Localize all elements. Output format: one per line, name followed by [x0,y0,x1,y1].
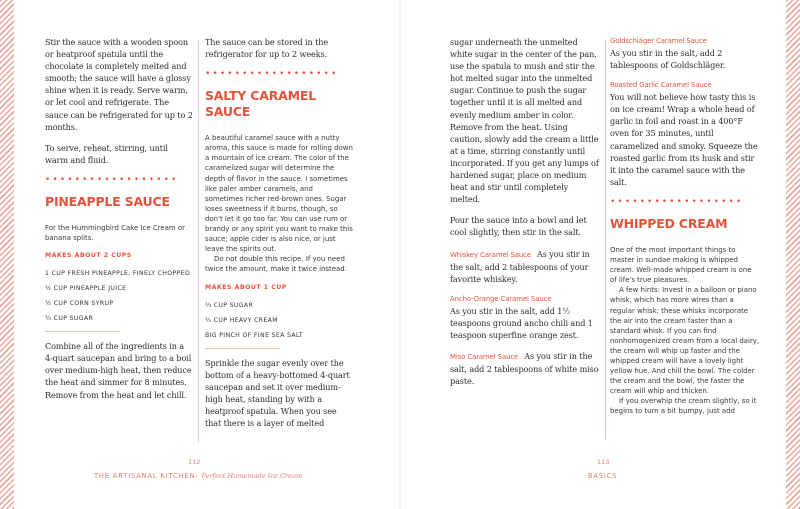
ingredient-rule [45,331,120,332]
body-paragraph: Stir the sauce with a wooden spoon or heatproof spatula until the chocolate is completely melted and smooth; the sauce will have a glossy shine when it is ready. Serve warm, or let cool and refrigerate. The sauce can be refrigerated for up to 2 months. [45,37,193,132]
running-subtitle: Perfect Homemade Ice Cream [201,472,303,480]
left-page-column-2 [205,36,353,438]
running-footer-right: BASICS [588,472,618,480]
column-rule-left [198,40,199,443]
recipe-title: SALTY CARAMEL SAUCE [205,88,316,120]
recipe-method: Combine all of the ingredients in a 4-quart saucepan and bring to a boil over medium-high heat, then reduce the heat and simmer for 8 minutes. Remove from the heat and let chill. [45,341,192,400]
variation [450,248,600,285]
ingredient-rule [205,348,280,349]
page-edge-pattern-right [786,0,800,509]
page-number-left: 112 [188,458,201,466]
variation-name: Ancho-Orange Caramel Sauce [450,294,552,303]
ingredient: BIG PINCH OF FINE SEA SALT [205,331,304,339]
variation-text: You will not believe how tasty this is on ice cream! Wrap a whole head of garlic in foil and roast in a 400°F oven for 35 minutes, until caramelized and smoky. Squeeze the roasted garlic from its husk and stir it into the caramel sauce with the salt. [610,92,758,187]
book-gutter [399,0,401,509]
recipe-method: Pour the sauce into a bowl and let cool slightly, then stir in the salt. [450,215,587,238]
variation-text: As you stir in the salt, add 2 tablespoons of white miso paste. [450,351,599,387]
ingredient: ¾ CUP HEAVY CREAM [205,316,278,324]
recipe-description: For the Hummingbird Cake Ice Cream or banana splits. [45,223,185,243]
variation [610,36,760,71]
variation-name: Whiskey Caramel Sauce [450,250,531,259]
right-page-column-1 [450,36,600,396]
variation-name: Miso Caramel Sauce [450,353,519,362]
variation-text: As you stir in the salt, add 2 tablespoons of your favorite whiskey. [450,248,590,284]
variation [450,350,600,387]
left-page-column-1 [45,36,193,410]
ingredient: ½ CUP CORN SYRUP [45,300,114,308]
variation [610,80,760,188]
recipe-method: Sprinkle the sugar evenly over the bottom of a heavy-bottomed 4-quart saucepan and set it over medium-high heat, standing by with a heatproof spatula. When you see that there is a layer of melted [205,357,350,428]
variation-text: As you stir in the salt, add 1½ teaspoons ground ancho chili and 1 teaspoon superfine orange zest. [450,305,593,340]
recipe-yield: MAKES ABOUT 2 CUPS [45,252,132,260]
variation [450,294,600,341]
page-edge-pattern-left [0,0,14,509]
right-page-column-2 [610,36,760,417]
variation-name: Roasted Garlic Caramel Sauce [610,81,712,90]
column-rule-right [605,40,606,440]
recipe-description: If you overwhip the cream slightly, so it begins to turn a bit bumpy, just add [610,397,757,416]
recipe-description: Do not double this recipe. If you need twice the amount, make it twice instead. [205,255,347,274]
variation-name: Goldschläger Caramel Sauce [610,37,707,45]
recipe-title: WHIPPED CREAM [610,215,728,231]
recipe-yield: MAKES ABOUT 1 CUP [205,283,287,291]
dotted-divider: •••••••••••••••••• [205,69,339,80]
running-footer-left [94,472,302,480]
recipe-description: A beautiful caramel sauce with a nutty aroma, this sauce is made for rolling down a mountain of ice cream. The color of the caramelized sugar will determine the depth of flavor in the sauce. I sometimes like paler amber caramels, and sometimes richer red-brown ones. Sugar loses sweetness if it burns, though, so don't let it go too far. You can use rum or brandy or any spirit you want to make this sauce; apple cider is also nice, or just leave the spirits out. [205,134,353,254]
dotted-divider: •••••••••••••••••• [45,174,179,185]
body-paragraph: The sauce can be stored in the refrigerator for up to 2 weeks. [205,37,329,60]
dotted-divider: •••••••••••••••••• [610,196,744,207]
recipe-method: sugar underneath the unmelted white sugar in the center of the pan, use the spatula to mush and stir the hot melted sugar into the unmelted sugar. Continue to push the sugar together until it is all melted and evenly medium amber in color. Remove from the heat. Using caution, slowly add the cream a little at a time, stirring constantly until incorporated. If you get any lumps of hardened sugar, place on medium heat and stir until completely melted. [450,37,599,205]
ingredient: 1 CUP FRESH PINEAPPLE, FINELY CHOPPED [45,270,191,278]
variation-text: As you stir in the salt, add 2 tablespoons of Goldschläger. [610,48,726,71]
running-title: THE ARTISANAL KITCHEN: [94,472,199,480]
ingredient: ¾ CUP SUGAR [45,315,94,323]
page-number-right: 113 [597,458,610,466]
recipe-description: A few hints: Invest in a balloon or piano whisk, which has more wires than a regular whisk; these whisks incorporate the air into the cream faster than a standard whisk. If you can find nonhomogenized cream from a local dairy, the cream will whip up faster and the whipped cream will have a lovely light yellow hue. And chill the bowl. The colder the cream and the bowl, the faster the cream will whip and thicken. [610,286,760,396]
body-paragraph: To serve, reheat, stirring, until warm and fluid. [45,142,168,165]
recipe-description: One of the most important things to master in sundae making is whipped cream. Well-made whipped cream is one of life's true pleasures. [610,245,752,285]
ingredient: ⅔ CUP SUGAR [205,301,254,309]
ingredient: ½ CUP PINEAPPLE JUICE [45,285,127,293]
recipe-title: PINEAPPLE SAUCE [45,193,170,209]
